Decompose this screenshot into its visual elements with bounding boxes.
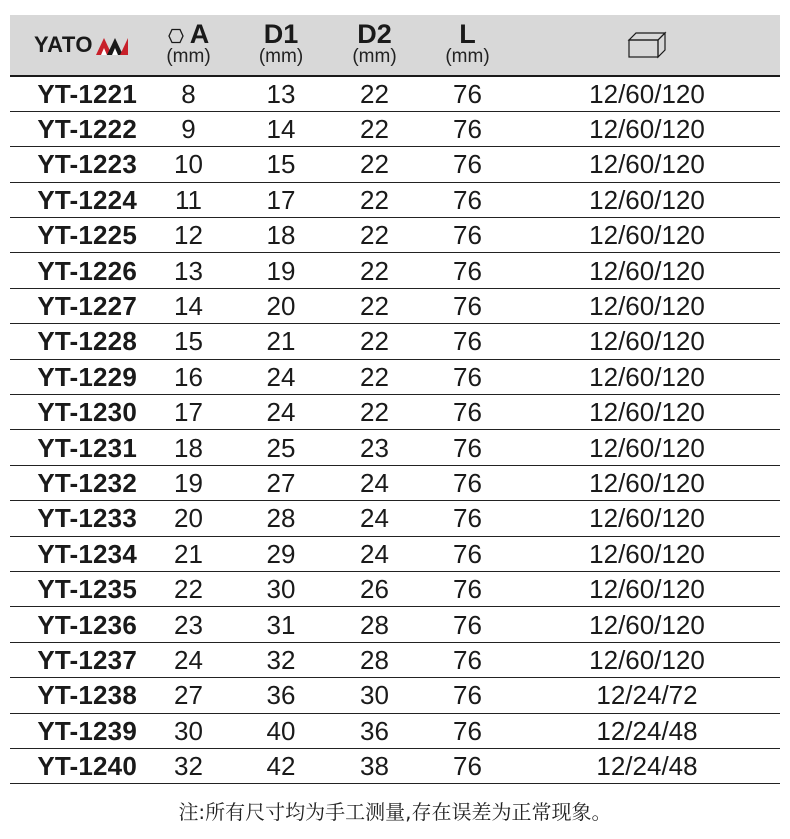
header-col-packaging [514,15,780,76]
d1-cell: 13 [234,76,328,111]
header-col-a [143,15,234,76]
packaging-cell: 12/60/120 [514,182,780,217]
table-row [10,182,780,217]
d1-cell: 15 [234,147,328,182]
d2-cell: 24 [328,465,421,500]
footnote: 注:所有尺寸均为手工测量,存在误差为正常现象。 [178,800,612,824]
packaging-cell: 12/60/120 [514,111,780,146]
a-cell: 30 [143,713,234,748]
model-cell: YT-1232 [10,465,143,500]
a-cell: 18 [143,430,234,465]
model-cell: YT-1231 [10,430,143,465]
model-cell: YT-1230 [10,395,143,430]
a-cell: 10 [143,147,234,182]
a-cell: 11 [143,182,234,217]
packaging-cell: 12/24/72 [514,678,780,713]
packaging-cell: 12/60/120 [514,501,780,536]
packaging-cell: 12/60/120 [514,359,780,394]
d2-cell: 24 [328,501,421,536]
d1-cell: 31 [234,607,328,642]
packaging-cell: 12/60/120 [514,430,780,465]
hexagon-icon [168,28,184,44]
model-cell: YT-1225 [10,218,143,253]
table-row [10,607,780,642]
d2-cell: 28 [328,607,421,642]
a-cell: 32 [143,748,234,783]
table-row [10,324,780,359]
col-a-unit: (mm) [166,46,211,67]
table-row [10,748,780,783]
a-cell: 13 [143,253,234,288]
table-row [10,111,780,146]
table-row [10,536,780,571]
table-row [10,571,780,606]
d2-cell: 24 [328,536,421,571]
logo-text: YATO [33,32,94,57]
table-row [10,288,780,323]
model-cell: YT-1229 [10,359,143,394]
spec-table-container [10,15,780,784]
col-l-label: L [459,19,476,49]
spec-table [10,15,780,784]
yato-logo [10,15,143,75]
d2-cell: 22 [328,324,421,359]
l-cell: 76 [421,253,514,288]
packaging-cell: 12/60/120 [514,288,780,323]
l-cell: 76 [421,430,514,465]
d2-cell: 22 [328,253,421,288]
header-col-d1 [234,15,328,76]
a-cell: 24 [143,642,234,677]
table-header [10,15,780,76]
a-cell: 22 [143,571,234,606]
model-cell: YT-1239 [10,713,143,748]
packaging-cell: 12/60/120 [514,218,780,253]
l-cell: 76 [421,678,514,713]
model-cell: YT-1222 [10,111,143,146]
table-row [10,359,780,394]
d2-cell: 22 [328,395,421,430]
table-row [10,713,780,748]
packaging-cell: 12/60/120 [514,607,780,642]
col-d1-unit: (mm) [258,46,304,67]
header-row [10,15,780,76]
d2-cell: 36 [328,713,421,748]
l-cell: 76 [421,76,514,111]
table-row [10,678,780,713]
a-cell: 12 [143,218,234,253]
l-cell: 76 [421,571,514,606]
packaging-cell: 12/24/48 [514,713,780,748]
header-col-d2 [328,15,421,76]
l-cell: 76 [421,501,514,536]
d2-cell: 23 [328,430,421,465]
d1-cell: 17 [234,182,328,217]
yato-triangles-icon [95,34,129,56]
packaging-cell: 12/60/120 [514,395,780,430]
d1-cell: 40 [234,713,328,748]
packaging-cell: 12/24/48 [514,748,780,783]
table-row [10,395,780,430]
model-cell: YT-1235 [10,571,143,606]
model-cell: YT-1221 [10,76,143,111]
table-row [10,465,780,500]
model-cell: YT-1223 [10,147,143,182]
packaging-cell: 12/60/120 [514,76,780,111]
d2-cell: 22 [328,218,421,253]
packaging-cell: 12/60/120 [514,465,780,500]
a-cell: 23 [143,607,234,642]
packaging-cell: 12/60/120 [514,536,780,571]
packaging-cell: 12/60/120 [514,571,780,606]
table-row [10,253,780,288]
d1-cell: 19 [234,253,328,288]
d2-cell: 30 [328,678,421,713]
l-cell: 76 [421,395,514,430]
col-l-unit: (mm) [445,46,490,67]
l-cell: 76 [421,536,514,571]
l-cell: 76 [421,182,514,217]
d1-cell: 24 [234,359,328,394]
l-cell: 76 [421,607,514,642]
d1-cell: 18 [234,218,328,253]
table-row [10,642,780,677]
d1-cell: 25 [234,430,328,465]
d2-cell: 22 [328,76,421,111]
col-d1-label: D1 [263,19,299,49]
table-row [10,430,780,465]
d2-cell: 22 [328,147,421,182]
a-cell: 14 [143,288,234,323]
a-cell: 21 [143,536,234,571]
model-cell: YT-1233 [10,501,143,536]
d2-cell: 22 [328,111,421,146]
l-cell: 76 [421,218,514,253]
table-row [10,147,780,182]
a-cell: 9 [143,111,234,146]
d1-cell: 32 [234,642,328,677]
a-cell: 15 [143,324,234,359]
packaging-cell: 12/60/120 [514,253,780,288]
l-cell: 76 [421,642,514,677]
l-cell: 76 [421,713,514,748]
d1-cell: 24 [234,395,328,430]
a-cell: 16 [143,359,234,394]
table-row [10,501,780,536]
d2-cell: 38 [328,748,421,783]
l-cell: 76 [421,465,514,500]
a-cell: 17 [143,395,234,430]
d1-cell: 42 [234,748,328,783]
d2-cell: 26 [328,571,421,606]
a-cell: 19 [143,465,234,500]
d1-cell: 21 [234,324,328,359]
d1-cell: 36 [234,678,328,713]
header-logo-cell [10,15,143,76]
d1-cell: 29 [234,536,328,571]
col-d2-unit: (mm) [352,46,397,67]
d2-cell: 28 [328,642,421,677]
model-cell: YT-1240 [10,748,143,783]
model-cell: YT-1228 [10,324,143,359]
model-cell: YT-1224 [10,182,143,217]
model-cell: YT-1234 [10,536,143,571]
d2-cell: 22 [328,182,421,217]
header-col-l [421,15,514,76]
a-cell: 27 [143,678,234,713]
col-a-label: A [189,19,210,49]
table-row [10,218,780,253]
table-row [10,76,780,111]
a-cell: 8 [143,76,234,111]
d1-cell: 28 [234,501,328,536]
d1-cell: 14 [234,111,328,146]
packaging-cell: 12/60/120 [514,642,780,677]
model-cell: YT-1227 [10,288,143,323]
d1-cell: 30 [234,571,328,606]
box-icon [627,31,667,59]
col-d2-label: D2 [357,19,392,49]
l-cell: 76 [421,111,514,146]
table-body [10,76,780,784]
d1-cell: 20 [234,288,328,323]
model-cell: YT-1237 [10,642,143,677]
l-cell: 76 [421,147,514,182]
l-cell: 76 [421,359,514,394]
model-cell: YT-1238 [10,678,143,713]
l-cell: 76 [421,288,514,323]
l-cell: 76 [421,324,514,359]
d1-cell: 27 [234,465,328,500]
d2-cell: 22 [328,288,421,323]
model-cell: YT-1236 [10,607,143,642]
a-cell: 20 [143,501,234,536]
packaging-cell: 12/60/120 [514,147,780,182]
l-cell: 76 [421,748,514,783]
d2-cell: 22 [328,359,421,394]
model-cell: YT-1226 [10,253,143,288]
packaging-cell: 12/60/120 [514,324,780,359]
